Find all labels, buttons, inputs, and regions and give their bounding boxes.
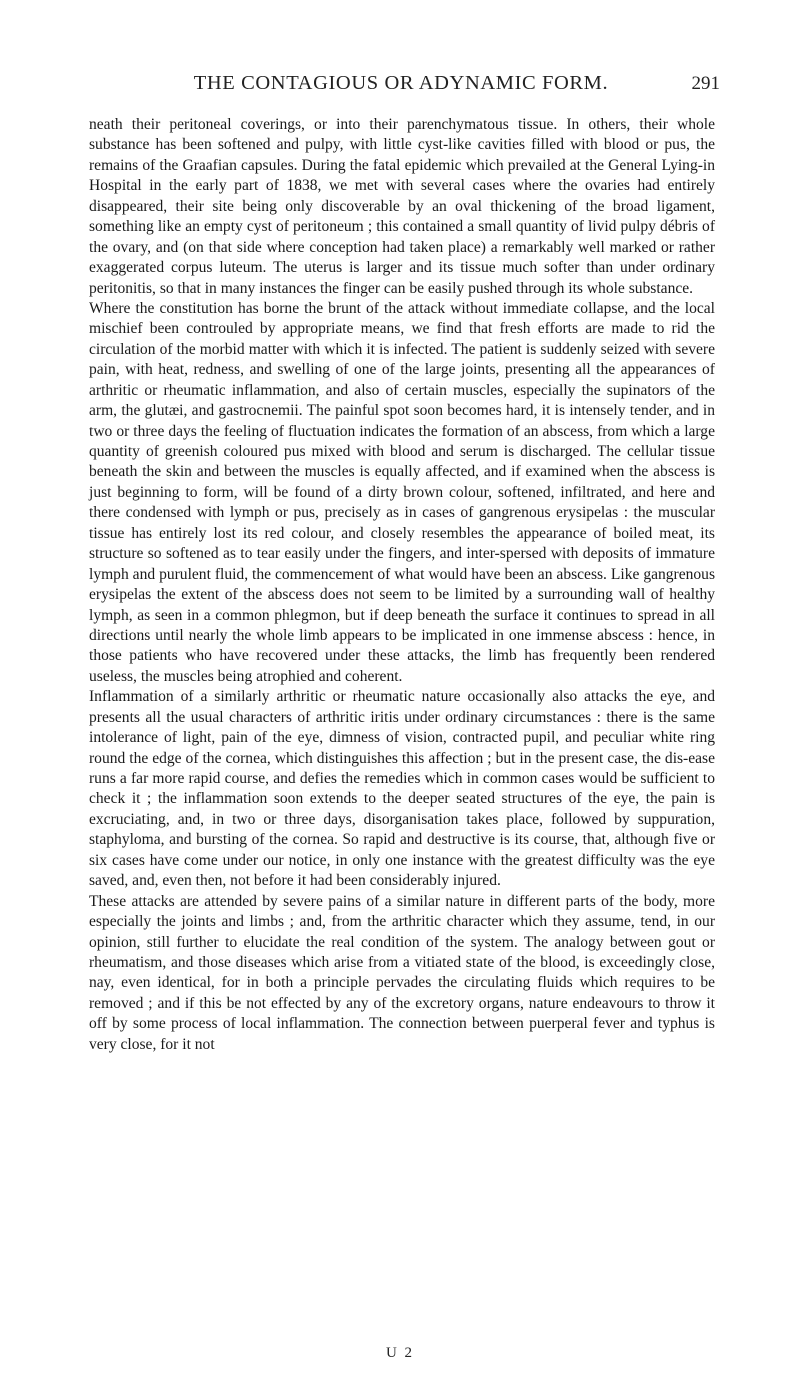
body-text (89, 115, 715, 1055)
running-title: THE CONTAGIOUS OR ADYNAMIC FORM. (193, 72, 609, 94)
paragraph-ovaries: neath their peritoneal coverings, or into their parenchymatous tissue. In others, their whole substance has been softened and pulpy, with little cyst-like cavities filled with blood or pus, the remains of the Graafian capsules. During the fatal epidemic which prevailed at the General Lying-in Hospital in the early part of 1838, we met with several cases where the ovaries had entirely disappeared, their site being only discoverable by an oval thickening of the broad ligament, something like an empty cyst of peritoneum ; this contained a small quantity of livid pulpy débris of the ovary, and (on that side where conception had taken place) a remarkably well marked or rather exaggerated corpus luteum. The uterus is larger and its tissue much softer than under ordinary peritonitis, so that in many instances the finger can be easily pushed through its whole substance. (89, 116, 715, 297)
paragraph-abscess: Where the constitution has borne the brunt of the attack without immediate collapse, and the local mischief been controuled by appropriate means, we find that fresh efforts are made to rid the circulation of the morbid matter with which it is infected. The patient is suddenly seized with severe pain, with heat, redness, and swelling of one of the large joints, presenting all the appearances of arthritic or rheumatic inflammation, and also of certain muscles, especially the supinators of the arm, the glutæi, and gastrocnemii. The painful spot soon becomes hard, it is intensely tender, and in two or three days the feeling of fluctuation indicates the formation of an abscess, from which a large quantity of greenish coloured pus mixed with blood and serum is discharged. The cellular tissue beneath the skin and between the muscles is equally affected, and if examined when the abscess is just beginning to form, will be found of a dirty brown colour, softened, infiltrated, and here and there condensed with lymph or pus, precisely as in cases of gangrenous erysipelas : the muscular tissue has entirely lost its red colour, and closely resembles the appearance of boiled meat, its structure so softened as to tear easily under the fingers, and inter-spersed with deposits of immature lymph and purulent fluid, the commencement of what would have been an abscess. Like gangrenous erysipelas the extent of the abscess does not seem to be limited by a surrounding wall of healthy lymph, as seen in a common phlegmon, but if deep beneath the surface it continues to spread in all directions until nearly the whole limb appears to be implicated in one immense abscess : hence, in those patients who have recovered under these attacks, the limb has frequently been rendered useless, the muscles being atrophied and coherent. (89, 299, 715, 685)
paragraph-eye-inflammation: Inflammation of a similarly arthritic or rheumatic nature occasionally also attacks the eye, and presents all the usual characters of arthritic iritis under ordinary circumstances : there is the same intolerance of light, pain of the eye, dimness of vision, contracted pupil, and peculiar white ring round the edge of the cornea, which distinguishes this affection ; but in the present case, the dis-ease runs a far more rapid course, and defies the remedies which in common cases would be sufficient to check it ; the inflammation soon extends to the deeper seated structures of the eye, the pain is excruciating, and, in two or three days, disorganisation takes place, followed by suppuration, staphyloma, and bursting of the cornea. So rapid and destructive is its course, that, although five or six cases have come under our notice, in only one instance with the greatest difficulty was the eye saved, and, even then, not before it had been considerably injured. (89, 688, 715, 890)
signature-mark: U 2 (385, 1345, 415, 1361)
paragraph-arthritic-pains: These attacks are attended by severe pains of a similar nature in different parts of the body, more especially the joints and limbs ; and, from the arthritic character which they assume, tend, in our opinion, still further to elucidate the real condition of the system. The analogy between gout or rheumatism, and those diseases which arise from a vitiated state of the blood, is exceedingly close, nay, even identical, for in both a principle pervades the circulating fluids which requires to be removed ; and if this be not effected by any of the excretory organs, nature endeavours to throw it off by some process of local inflammation. The connection between puerperal fever and typhus is very close, for it not (89, 892, 715, 1053)
page-number: 291 (691, 73, 720, 94)
running-head (86, 72, 720, 102)
